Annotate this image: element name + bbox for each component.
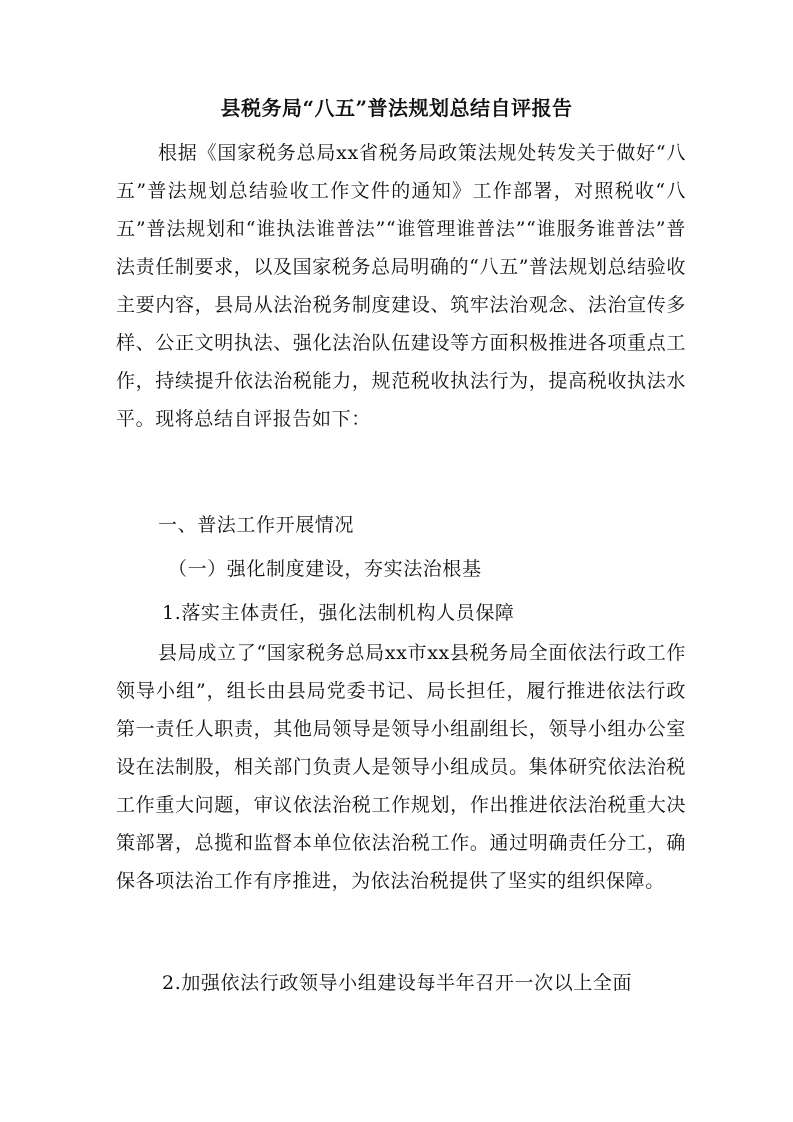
item-heading: 1.落实主体责任，强化法制机构人员保障 (162, 602, 515, 624)
section-heading: 一、普法工作开展情况 (158, 514, 355, 536)
document-title: 县税务局“八五”普法规划总结自评报告 (220, 96, 573, 120)
subsection-heading: （一）强化制度建设，夯实法治根基 (168, 558, 482, 580)
item-heading-continued: 2.加强依法行政领导小组建设每半年召开一次以上全面 (162, 972, 633, 994)
item-body-paragraph: 县局成立了“国家税务总局xx市xx县税务局全面依法行政工作领导小组”，组长由县局党委书记、局长担任，履行推进依法行政第一责任人职责，其他局领导是领导小组副组长，领导小组办公室设在法制股，相关部门负责人是领导小组成员。集体研究依法治税工作重大问题，审议依法治税工作规划，作出推进依法治税重大决策部署，总揽和监督本单位依法治税工作。通过明确责任分工，确保各项法治工作有序推进，为依法治税提供了坚实的组织保障。 (116, 642, 686, 892)
intro-paragraph: 根据《国家税务总局xx省税务局政策法规处转发关于做好“八五”普法规划总结验收工作文件的通知》工作部署，对照税收“八五”普法规划和“谁执法谁普法”“谁管理谁普法”“谁服务谁普法”普法责任制要求，以及国家税务总局明确的“八五”普法规划总结验收主要内容，县局从法治税务制度建设、筑牢法治观念、法治宣传多样、公正文明执法、强化法治队伍建设等方面积极推进各项重点工作，持续提升依法治税能力，规范税收执法行为，提高税收执法水平。现将总结自评报告如下： (116, 142, 686, 430)
